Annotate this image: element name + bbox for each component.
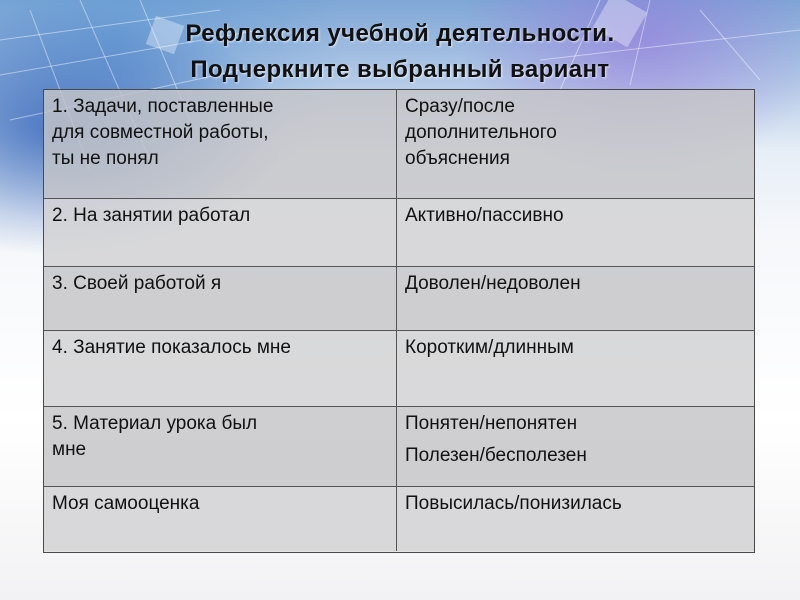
title-line-2: Подчеркните выбранный вариант [190, 56, 610, 83]
table-row [44, 331, 754, 407]
table-row [44, 407, 754, 487]
answer-option[interactable]: Доволен/недоволен [405, 273, 581, 294]
table-row [44, 267, 754, 331]
answer-option[interactable]: объяснения [405, 148, 510, 169]
question-line: 4. Занятие показалось мне [52, 337, 291, 358]
answer-cell [397, 90, 753, 198]
question-cell [44, 267, 397, 330]
slide-title [60, 16, 740, 88]
question-cell [44, 90, 397, 198]
question-cell [44, 199, 397, 266]
table-row [44, 487, 754, 551]
question-line: Моя самооценка [52, 493, 200, 514]
table-row [44, 199, 754, 267]
question-line: 3. Своей работой я [52, 273, 222, 294]
question-line: мне [52, 439, 87, 460]
question-cell [44, 487, 397, 551]
answer-cell [397, 487, 753, 551]
answer-option[interactable]: Сразу/после [405, 96, 515, 117]
question-cell [44, 331, 397, 406]
answer-cell [397, 331, 753, 406]
answer-option[interactable]: Коротким/длинным [405, 337, 574, 358]
answer-cell [397, 267, 753, 330]
table-row [44, 90, 754, 199]
reflection-table [43, 89, 755, 553]
answer-option[interactable]: дополнительного [405, 122, 557, 143]
answer-option[interactable]: Понятен/непонятен [405, 413, 578, 434]
answer-option[interactable]: Активно/пассивно [405, 205, 564, 226]
answer-option[interactable]: Повысилась/понизилась [405, 493, 622, 514]
question-line: 2. На занятии работал [52, 205, 251, 226]
answer-cell [397, 407, 753, 486]
answer-option[interactable]: Полезен/бесполезен [405, 445, 587, 466]
question-cell [44, 407, 397, 486]
question-line: для совместной работы, [52, 122, 269, 143]
question-line: 1. Задачи, поставленные [52, 96, 274, 117]
title-line-1: Рефлексия учебной деятельности. [185, 20, 615, 47]
question-line: ты не понял [52, 148, 159, 169]
answer-cell [397, 199, 753, 266]
question-line: 5. Материал урока был [52, 413, 258, 434]
